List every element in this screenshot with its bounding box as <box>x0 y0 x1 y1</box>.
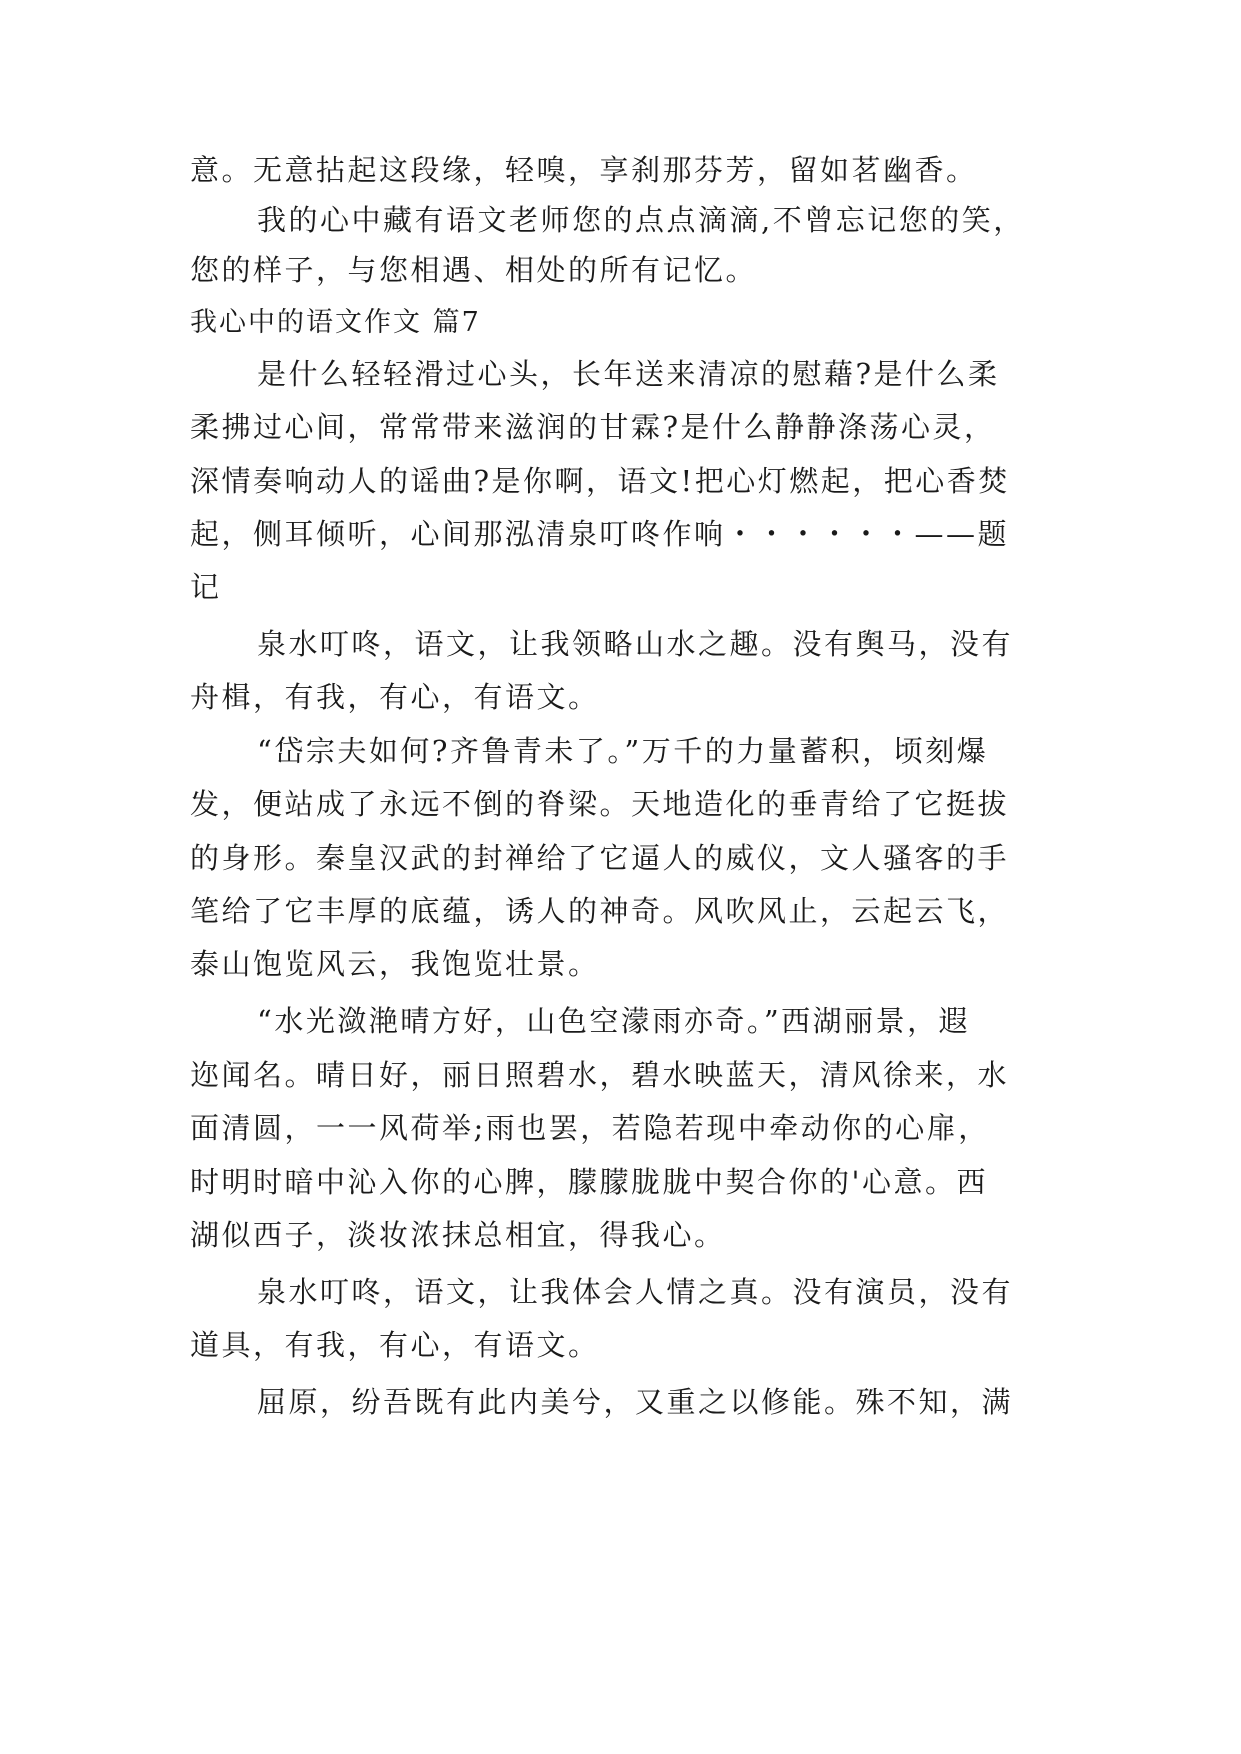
paragraph-line: 泉水叮咚，语文，让我领略山水之趣。没有舆马，没有 <box>257 627 1014 661</box>
paragraph-line: 您的样子，与您相遇、相处的所有记忆。 <box>190 253 758 287</box>
paragraph-line: 是什么轻轻滑过心头，长年送来清凉的慰藉?是什么柔 <box>257 357 1000 391</box>
paragraph-line: 笔给了它丰厚的底蕴，诱人的神奇。风吹风止，云起云飞， <box>190 894 1010 928</box>
paragraph-line: 深情奏响动人的谣曲?是你啊，语文!把心灯燃起，把心香焚 <box>190 464 1010 498</box>
paragraph-line: “水光潋滟晴方好，山色空濛雨亦奇。”西湖丽景，遐 <box>257 1004 971 1038</box>
paragraph-line: 发，便站成了永远不倒的脊梁。天地造化的垂青给了它挺拔 <box>190 787 1010 821</box>
paragraph-line: 我的心中藏有语文老师您的点点滴滴,不曾忘记您的笑， <box>257 203 1025 237</box>
paragraph-line: 迩闻名。晴日好，丽日照碧水，碧水映蓝天，清风徐来，水 <box>190 1058 1010 1092</box>
paragraph-line: 泰山饱览风云，我饱览壮景。 <box>190 947 600 981</box>
paragraph-line: 时明时暗中沁入你的心脾，朦朦胧胧中契合你的'心意。西 <box>190 1165 988 1199</box>
paragraph-line: 记 <box>190 570 222 604</box>
paragraph-line: 屈原，纷吾既有此内美兮，又重之以修能。殊不知，满 <box>257 1385 1014 1419</box>
paragraph-line: 道具，有我，有心，有语文。 <box>190 1328 600 1362</box>
paragraph-line: 湖似西子，淡妆浓抹总相宜，得我心。 <box>190 1218 726 1252</box>
paragraph-line: “岱宗夫如何?齐鲁青未了。”万千的力量蓄积，顷刻爆 <box>257 734 989 768</box>
paragraph-line: 舟楫，有我，有心，有语文。 <box>190 680 600 714</box>
paragraph-line: 柔拂过心间，常常带来滋润的甘霖?是什么静静涤荡心灵， <box>190 410 996 444</box>
paragraph-line: 的身形。秦皇汉武的封禅给了它逼人的威仪，文人骚客的手 <box>190 841 1010 875</box>
paragraph-line: 泉水叮咚，语文，让我体会人情之真。没有演员，没有 <box>257 1275 1014 1309</box>
paragraph-line: 起，侧耳倾听，心间那泓清泉叮咚作响・・・・・・——题 <box>190 517 1010 551</box>
paragraph-line: 意。无意拈起这段缘，轻嗅，享刹那芬芳，留如茗幽香。 <box>190 153 978 187</box>
paragraph-line: 面清圆，一一风荷举;雨也罢，若隐若现中牵动你的心扉， <box>190 1111 990 1145</box>
section-heading: 我心中的语文作文 篇7 <box>190 307 481 338</box>
